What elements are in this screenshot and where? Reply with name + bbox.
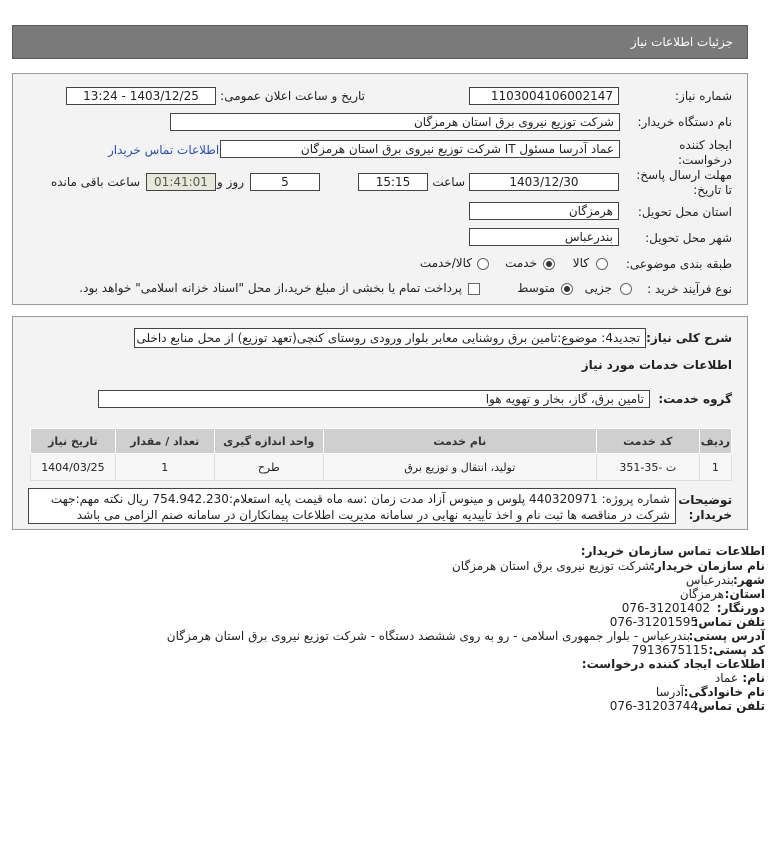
province-field[interactable]: هرمزگان	[469, 202, 619, 220]
phone-label: تلفن تماس:	[693, 615, 765, 629]
summary-field[interactable]: تجدید4: موضوع:تامین برق روشنایی معابر بلوار ورودی روستای کنچی(تعهد توزیع) از محل منابع داخلی	[134, 328, 646, 348]
contact-city-value: بندرعباس	[685, 573, 734, 587]
buyer-description	[28, 488, 676, 524]
fax-value: 076-31201402	[621, 601, 710, 615]
category-label: طبقه بندی موضوعی:	[625, 257, 732, 271]
process-minor-label: جزیی	[584, 281, 612, 295]
process-minor-radio[interactable]	[620, 283, 632, 295]
address-value: بندرعباس - بلوار جمهوری اسلامی - رو به روی ششصد دستگاه - شرکت توزیع نیروی برق استان هرمزگان	[166, 629, 690, 643]
contact-province-label: استان:	[724, 587, 765, 601]
process-medium-label: متوسط	[517, 281, 555, 295]
days-field[interactable]: 5	[250, 173, 320, 191]
org-name-label: نام سازمان خریدار:	[650, 559, 765, 573]
need-number-field[interactable]: 1103004106002147	[469, 87, 619, 105]
buyer-desc-label-2: خریدار:	[688, 508, 732, 522]
city-label: شهر محل تحویل:	[645, 231, 732, 245]
col-quantity: تعداد / مقدار	[115, 429, 214, 454]
creator-label-2: درخواست:	[678, 153, 732, 167]
deadline-time-field[interactable]: 15:15	[358, 173, 428, 191]
creator-phone-label: تلفن تماس:	[693, 699, 765, 713]
fax-label: دورنگار:	[716, 601, 765, 615]
first-name-value: عماد	[714, 671, 738, 685]
last-name-value: آدرسا	[655, 685, 684, 699]
org-name-value: شرکت توزیع نیروی برق استان هرمزگان	[451, 559, 652, 573]
city-field[interactable]: بندرعباس	[469, 228, 619, 246]
category-goods-radio[interactable]	[596, 258, 608, 270]
deadline-label: مهلت ارسال پاسخ:	[636, 168, 732, 182]
category-both-radio[interactable]	[477, 258, 489, 270]
buyer-desc-line-2: شرکت در مناقصه ها ثبت نام و اخذ تاییدیه نهایی در سامانه مدیریت اطلاعات پیمانکاران در سامانه صنم الزامی می باشد	[76, 508, 670, 522]
contact-city-label: شهر:	[733, 573, 765, 587]
process-medium-radio[interactable]	[561, 283, 573, 295]
announce-field[interactable]: 1403/12/25 - 13:24	[66, 87, 216, 105]
summary-label: شرح کلی نیاز:	[646, 331, 732, 345]
creator-info-heading: اطلاعات ایجاد کننده درخواست:	[581, 657, 765, 671]
treasury-payment-note: پرداخت تمام یا بخشی از مبلغ خرید،از محل "اسناد خزانه اسلامی" خواهد بود.	[79, 281, 462, 295]
creator-field[interactable]: عماد آدرسا مسئول IT شرکت توزیع نیروی برق استان هرمزگان	[220, 140, 620, 158]
treasury-payment-checkbox[interactable]	[468, 283, 480, 295]
buyer-contact-link[interactable]: اطلاعات تماس خریدار	[108, 143, 220, 157]
col-unit: واحد اندازه گیری	[214, 429, 323, 454]
page-header	[12, 25, 748, 59]
province-label: استان محل تحویل:	[637, 205, 732, 219]
deadline-label-2: تا تاریخ:	[693, 183, 732, 197]
cell-unit: طرح	[214, 454, 323, 481]
services-table-header	[31, 429, 732, 454]
services-heading: اطلاعات خدمات مورد نیاز	[581, 358, 732, 372]
col-need-date: تاریخ نیاز	[31, 429, 116, 454]
deadline-date-field[interactable]: 1403/12/30	[469, 173, 619, 191]
cell-service-code: ت -35-351	[596, 454, 699, 481]
category-both-label: کالا/خدمت	[419, 256, 472, 270]
services-table	[30, 428, 732, 481]
category-goods-label: کالا	[572, 256, 589, 270]
cell-row: 1	[699, 454, 731, 481]
postal-value: 7913675115	[631, 643, 708, 657]
table-row[interactable]	[31, 454, 732, 481]
buyer-org-label: نام دستگاه خریدار:	[637, 115, 732, 129]
announce-label: تاریخ و ساعت اعلان عمومی:	[220, 89, 365, 103]
category-service-label: خدمت	[505, 256, 537, 270]
remaining-label: ساعت باقی مانده	[50, 175, 140, 189]
time-label: ساعت	[432, 175, 465, 189]
process-label: نوع فرآیند خرید :	[647, 282, 732, 296]
cell-need-date: 1404/03/25	[31, 454, 116, 481]
address-label: آدرس پستی:	[688, 629, 765, 643]
postal-label: کد پستی:	[708, 643, 765, 657]
category-service-radio[interactable]	[543, 258, 555, 270]
first-name-label: نام:	[742, 671, 765, 685]
remaining-time-field: 01:41:01	[146, 173, 216, 191]
col-service-code: کد خدمت	[596, 429, 699, 454]
col-service-name: نام خدمت	[323, 429, 596, 454]
days-label: روز و	[217, 175, 244, 189]
col-row: ردیف	[699, 429, 731, 454]
last-name-label: نام خانوادگی:	[683, 685, 765, 699]
cell-service-name: تولید، انتقال و توزیع برق	[323, 454, 596, 481]
service-group-field[interactable]: تامین برق، گاز، بخار و تهویه هوا	[98, 390, 650, 408]
cell-quantity: 1	[115, 454, 214, 481]
phone-value: 076-31201595	[609, 615, 698, 629]
need-number-label: شماره نیاز:	[675, 89, 732, 103]
creator-phone-value: 076-31203744	[609, 699, 698, 713]
buyer-desc-label: توضیحات	[678, 493, 732, 507]
creator-label: ایجاد کننده	[679, 138, 732, 152]
buyer-desc-line-1: شماره پروژه: 440320971 پلوس و مینوس آزاد مدت زمان :سه ماه قیمت پایه استعلام:754.942.230 ریال نکته مهم:جهت	[50, 492, 670, 506]
page-title: جزئیات اطلاعات نیاز	[630, 35, 733, 49]
org-contact-heading: اطلاعات تماس سازمان خریدار:	[580, 544, 765, 558]
service-group-label: گروه خدمت:	[658, 392, 732, 406]
buyer-org-field[interactable]: شرکت توزیع نیروی برق استان هرمزگان	[170, 113, 620, 131]
contact-province-value: هرمزگان	[679, 587, 724, 601]
